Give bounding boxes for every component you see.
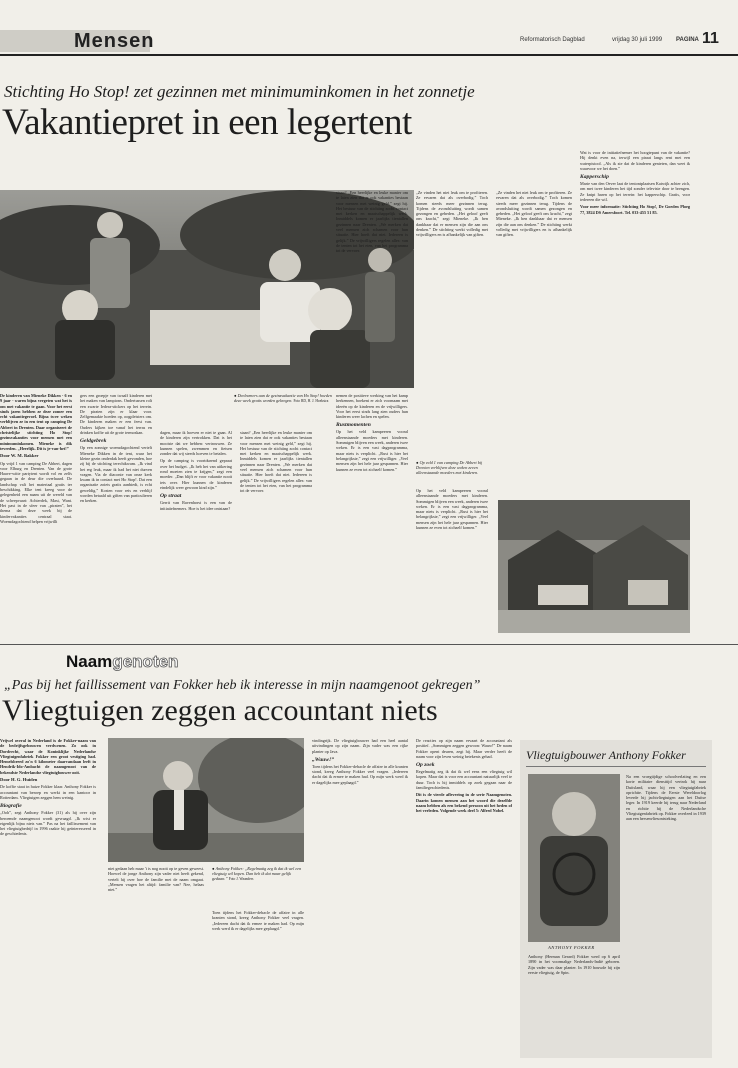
fokker-sidebar [520, 740, 712, 1058]
article2-subhead-wauw: „Wauw!” [312, 756, 334, 763]
article1-headline: Vakantiepret in een legertent [2, 102, 412, 143]
article1-col8 [580, 150, 690, 495]
article1-col5-top-text: staan? „Een heerlijke en leuke manier om te laten zien dat er ook vakanties bestaan voor mensen met weinig geld,” zegt hij. Het bestuur van de stichting zocht contact met kerken en maatschappelijk werk. Inmiddels komen er jaarlijks tientallen gezinnen naar Drenten. „We merken dat veel mensen zich schamen voor hun situatie. Hier hoeft dat niet. Iedereen is gelijk.” De vrijwilligers regelen alles: van de tenten tot het eten, van het programma tot de vervoer. [336, 190, 408, 254]
article1-col2 [80, 393, 152, 633]
article1-col1-text: Op vrijd 1 van camping De Abbert, dagen voor Elburg en Drenten. Van de grote Haave-witte partytent wordt vol en zelfs gegaan in de deur die overhaard. De landschap valt het materiaal gratis ter beschikking. Elke tent kreeg voor de gelegenheid een naam uit de wereld van de scheepvaart: Achterdek, Mast, Want. Het past in de sfeer van „piraten”, het thema dat deze week bij de kindervakanties centraal staat. Woensdagochtend helpen vrijwilli [0, 460, 72, 524]
article1-col6 [416, 190, 488, 458]
article1-col4 [240, 430, 312, 633]
article2-byline: Door H. G. Huiden [0, 777, 38, 783]
article1-col8-text-a: Wat is voor de initiatiefnemer het hoogtepunt van de vakantie? Hij denkt even na, terwijl een piraat langs rent met een waterpistool. „Als ik zie dat de kinderen genieten, dan weet ik waarvoor we het doen.” [580, 150, 690, 171]
sidebar-col2 [626, 774, 706, 1054]
article2-photo-credit: Foto J. Waanders [228, 877, 254, 882]
article1-col5-text-a: nemen de positieve werking van het kamp herkennen, boekeni er zich voornaam met ideeën op de kinderen en de vrijwilligers. Voor het eerst sinds lang zien ouders hun kinderen weer lachen en spelen. [336, 393, 408, 420]
sidebar-photo-caption: ANTHONY FOKKER [548, 945, 595, 950]
article1-col6b [416, 488, 488, 633]
article2-col4 [416, 738, 512, 1058]
photo-credit: Foto RD, H. J. Hoekstra [293, 399, 329, 404]
article2-kicker: „Pas bij het faillissement van Fokker heb ik interesse in mijn naamgenoot gekregen” [4, 678, 481, 693]
article2-col3-text: vindingrijk. De vliegtuigbouwer had een heel aantal uitvindingen op zijn naam. Zijn vader was een rijke planter op Java. [312, 738, 408, 754]
article1-col6-caption-text: Op veld 1 van camping De Abbert bij Drenten verblijven deze weken zeven alleenstaande moeders met kinderen. [416, 460, 483, 476]
article1-col8-text-b: Marie van den Oever laat de tentontplaatsen Katwijk achter zich, om met twee kinderen het tijd zonder televisie door te brengen. Ze knipt haren op het terrein: het kapperschip. Gratis, voor iedereen die wil. [580, 181, 690, 203]
sidebar-col2-text: Na een vroegtijdige schoolverlating en een korte militaire diensttijd vertrok hij naar Duitsland, waar hij een vliegtuigfabriek oprichtte. Tijdens de Eerste Wereldoorlog leverde hij jachtvliegtuigen aan het Duitse leger. In 1919 keerde hij terug naar Nederland en richtte hij de Nederlandsche Vliegtuigenfabriek op. Fokker overleed in 1939 aan een hersenvliesontsteking. [626, 774, 706, 822]
article2-intro: Vrijwel overal in Nederland is de Fokker-naam van de bedrijfsgebouwen verdwenen. Zo ook in Dordrecht, waar de Koninklijke Nederlandse Vliegtuigenfabriek Fokker een groot vestiging had. Hemelsbreed zo'n 6 kilometer daarvandaan leeft in Hendrik-Ido-Ambacht de naamgenoot van de bekendste Nederlandse vliegtuigbouwer ooit. [0, 738, 96, 775]
article1-col7 [496, 190, 572, 490]
article2-col2b [212, 910, 304, 1058]
article2-col4-text-b: Regelmatig zeg ik dat ik wel eens een vliegtuig wil kopen. Maar dat is voor een accountant natuurlijk veel te duur. Toch is hij inmiddels op zoek gegaan naar de familiegeschiedenis. [416, 769, 512, 791]
article2-photo-caption [212, 866, 304, 906]
article1-col4-text: staan? „Een heerlijke en leuke manier om te laten zien dat er ook vakanties bestaan voor mensen met weinig geld,” zegt hij. Het bestuur van de stichting zocht contact met kerken en maatschappelijk werk. Inmiddels komen er jaarlijks tientallen gezinnen naar Drenten. „We merken dat veel mensen zich schamen voor hun situatie. Hier hoeft dat niet. Iedereen is gelijk.” De vrijwilligers regelen alles: van de tenten tot het eten, van het programma tot de vervoer. [240, 430, 312, 494]
section-title: Mensen [74, 30, 155, 52]
naamgenoten-label-b: genoten [112, 652, 179, 671]
article1-col7-text: „Ze vinden het niet leuk om te profiteren. Ze ervaren dat als overbodig.” Toch komen steeds meer gezinnen terug. Tijdens de avondsluiting wordt samen gezongen en gebeden. „Het geloof geeft ons kracht,” zegt Mieneke. „Ik ben dankbaar dat er mensen zijn die aan ons denken.” De stichting werkt volledig met vrijwilligers en is afhankelijk van giften. [496, 190, 572, 238]
sidebar-col1-text: Anthony (Herman Gerard) Fokker werd op 6 april 1890 in het voormalige Nederlands-Indië geboren. Zijn vader was daar planter. In 1910 bouwde hij zijn eerste vliegtuig, de Spin. [528, 954, 620, 975]
article1-col3-text-b: Op de camping is voortdurend gepraat over het budget. „Ik heb het van uitkering rond moeten zien te krijgen,” zegt een moeder. „Dan blijft er voor vakantie nooit iets over. Hier kunnen de kinderen eindelijk weer gewoon kind zijn.” [160, 458, 232, 490]
fokker-portrait-photo [108, 738, 304, 862]
article1-col6-caption [416, 460, 492, 484]
article1-kicker: Stichting Ho Stop! zet gezinnen met minimuminkomen in het zonnetje [4, 82, 475, 101]
article2-series-note: Dit is de vierde aflevering in de serie Naamgenoten. Daarin komen mensen aan het woord die dezelfde naam hebben als een bekend persoon uit het heden of het verleden. Volgende week deel 5: Alfred Nobel. [416, 792, 512, 814]
sidebar-col1 [528, 954, 620, 1054]
article2-col1 [0, 738, 96, 1058]
article2-subhead-biografie: Biografie [0, 803, 22, 810]
article1-col3-text-c: Gerrit van Ravenhorst is een van de initiatiefnemers. Hoe is het idee ontstaan? [160, 500, 232, 511]
article1-intro: De kinderen van Mieneke Dikken - 6 en 9 jaar - waren bijna vergeten wat het is om met vakantie te gaan. Voor het eerst sinds jaren hebben ze deze zomer een echt vakantiegevoel. Bijna twee weken verblijven ze in een tent op camping De Abbert in Drenten. Daar organiseert de christelijke stichting Ho Stop! gezinsvakanties voor mensen met een minimuminkomen. Mieneke is dik tevreden. „Heerlijk. Dit is je-van-het!” [0, 393, 72, 451]
photo-caption-text: Deelnemers aan de gezinsvakantie van Ho Stop! hoeden deze week gratis worden gekregen. [234, 393, 332, 404]
article2-photo-caption-text: Anthony Fokker: „Regelmatig zeg ik dat ik wel een vliegtuig wil kopen. Dan heb ik dat maar gelijk gedaan.” [212, 866, 302, 882]
sidebar-title-rule [526, 766, 706, 767]
article-divider [0, 644, 738, 645]
naamgenoten-label [66, 652, 178, 672]
tents-photo [498, 500, 690, 633]
article1-col5 [336, 393, 408, 633]
page-date: vrijdag 30 juli 1999 [612, 37, 663, 43]
article1-subhead-op-straat: Op straat [160, 493, 182, 500]
naamgenoten-label-a: Naam [66, 652, 113, 671]
article1-col5-top [336, 190, 408, 388]
article1-contact: Voor meer informatie: Stichting Ho Stop!, De Goeden Ploeg 77, 3824 DS Amersfoort. Tel. 033-455 51 85. [580, 204, 690, 215]
sidebar-title: Vliegtuigbouwer Anthony Fokker [526, 748, 686, 762]
page-header [0, 0, 738, 58]
article2-col1-text-b: „Ooh”, zegt Anthony Fokker (31) als hij over zijn beroemde naamgenoot wordt gevraagd. „Ik wist er eigenlijk bijna niets van.” Pas na het faillissement van het vliegtuigbedrijf in 1996 raakte hij geïnteresseerd in de geschiedenis. [0, 810, 96, 837]
article2-subhead-op-zoek: Op zoek [416, 762, 435, 769]
page-label: PAGINA [676, 37, 699, 43]
article1-col5-text-b: Op het veld kampeeren vooral alleenstaande moeders met kinderen. Sommigen blijven een week, anderen twee weken. Er is een vast dagprogramma, maar niets is verplicht. „Rust is hier het belangrijkste,” zegt een vrijwilliger. „Veel mensen zijn het hele jaar gespannen. Hier kunnen ze even tot zichzelf komen.” [336, 429, 408, 472]
article1-col6-caption-bullet: ● [416, 460, 420, 465]
article1-subhead-geldgebrek: Geldgebrek [80, 438, 107, 445]
paper-name: Reformatorisch Dagblad [520, 37, 585, 43]
article1-byline: Door W. M. Bakker [0, 453, 39, 459]
article1-col1 [0, 393, 72, 633]
article1-col6-text: „Ze vinden het niet leuk om te profiteren. Ze ervaren dat als overbodig.” Toch komen steeds meer gezinnen terug. Tijdens de avondsluiting wordt samen gezongen en gebeden. „Het geloof geeft ons kracht,” zegt Mieneke. „Ik ben dankbaar dat er mensen zijn die aan ons denken.” De stichting werkt volledig met vrijwilligers en is afhankelijk van giften. [416, 190, 488, 238]
article2-col3-text-b: Toen tijdens het Fokker-debacle de affaire in alle kranten stond, kreeg Anthony Fokker veel vragen. „Iedereen dacht dat ik ermee te maken had. Op mijn werk werd ik er dagelijks mee geplaagd.” [312, 763, 408, 785]
article1-col2-text-a: gers een groepje van twaalf kinderen met het maken van lampions. Ondertussen rolt een zwarte Iedera-stickers op het terrein. De piraten zijn er klaar voor. Zelfgemaakte hoeden op, oogpleisters om. De kinderen maken er een feest van. Ouders kijken toe vanaf het terras en drinken koffie uit de grote termoskan. [80, 393, 152, 436]
photo-caption-bullet: ● [234, 393, 238, 398]
article1-col6b-text: Op het veld kampeeren vooral alleenstaande moeders met kinderen. Sommigen blijven een week, anderen twee weken. Er is een vast dagprogramma, maar niets is verplicht. „Rust is hier het belangrijkste,” zegt een vrijwilliger. „Veel mensen zijn het hele jaar gespannen. Hier kunnen ze even tot zichzelf komen.” [416, 488, 488, 531]
article2-col2 [108, 866, 204, 1058]
article1-col3-text-a: dagen, maar ik hoeven er niet te gaan. Al de kinderen zijn vertrokken. Dat is het mooiste dat we hebben: vertrouwen. Ze kunnen spelen, zwemmen en fietsen zonder dat wij steeds hoeven te betalen. [160, 430, 232, 457]
photo-caption [234, 393, 332, 431]
article2-col2b-text: Toen tijdens het Fokker-debacle de affaire in alle kranten stond, kreeg Anthony Fokker veel vragen. „Iedereen dacht dat ik ermee te maken had. Op mijn werk werd ik er dagelijks mee geplaagd.” [212, 910, 304, 931]
article2-col3 [312, 738, 408, 1058]
article1-subhead-rustmomenten: Rustmomenten [336, 422, 371, 429]
article2-col4-text: De reacties op zijn naam ervaart de accountant als positief. „Sommigen zeggen gewoon: Wauw!” De naam Fokker opent deuren, zegt hij. Maar verder heeft de naam voor zijn leven weinig betekenis gehad. [416, 738, 512, 759]
article2-headline: Vliegtuigen zeggen accountant niets [2, 694, 438, 727]
page-number: 11 [702, 30, 719, 47]
article2-col1-text: De koffie staat in huize Fokker klaar. Anthony Fokker is accountant van beroep en werkt in een kantoor in Rotterdam. Vliegtuigen zeggen hem weinig. [0, 784, 96, 800]
header-rule [0, 54, 738, 56]
article2-photo-caption-bullet: ● [212, 866, 216, 871]
article1-subhead-kapperschip: Kapperschip [580, 174, 609, 181]
article1-col3 [160, 430, 232, 633]
article1-col2-text-b: Op een zonnige woensdagochtend vertelt Mieneke Dikken in de tent, waar het kleine gezin onderdak heeft gevonden, hoe zij bij de stichting terechtkwam. „Ik vind het erg leuk, maar ik had het niet durven vragen. Via de diaconie van onze kerk kwam ik in contact met Ho Stop!. Dat een organisatie zoiets gratis aanbiedt, is echt geweldig.” Kosten voor reis en verblijf worden betaald uit giften van particulieren en kerken. [80, 445, 152, 504]
sidebar-photo [528, 774, 620, 942]
article2-col2-text: niet gedaan heb maar 't is nog nooit op te geven geweest. Hoewel de jonge Anthony zijn vader niet heeft gekend, vertelt hij over hoe de familie met de naam omgaat. „Mensen vragen het altijd: familie van? Nee, helaas niet.” [108, 866, 204, 893]
